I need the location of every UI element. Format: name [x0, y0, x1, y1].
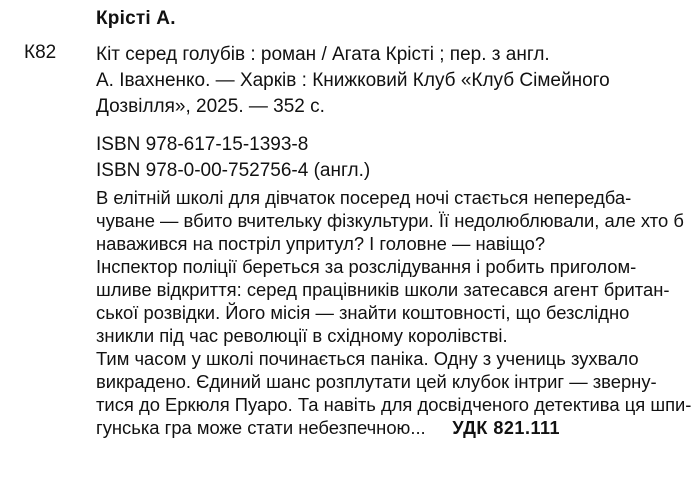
udc-code: УДК 821.111: [452, 418, 560, 438]
annotation-line: чуване — вбито вчительку фізкультури. Її недолюблювали, але хто б: [96, 210, 684, 231]
bibliographic-description: [96, 42, 610, 120]
biblio-line: Дозвілля», 2025. — 352 с.: [96, 96, 325, 117]
annotation-line: ської розвідки. Його місія — знайти коштовності, що безслідно: [96, 302, 630, 323]
isbn-line: ISBN 978-0-00-752756-4 (англ.): [96, 160, 371, 181]
annotation-line: наважився на постріл упритул? І головне — навіщо?: [96, 233, 546, 254]
annotation-line: Тим часом у школі починається паніка. Одну з учениць зухвало: [96, 348, 639, 369]
isbn-list: [96, 132, 370, 184]
author-heading: Крісті А.: [96, 8, 176, 29]
annotation-line: Інспектор поліції береться за розслідування і робить приголом-: [96, 256, 637, 277]
classification-code: К82: [24, 42, 57, 63]
annotation-line: шливе відкриття: серед працівників школи затесався агент британ-: [96, 279, 670, 300]
annotation-line: зникли під час революції в східному королівстві.: [96, 325, 508, 346]
annotation-line: викрадено. Єдиний шанс розплутати цей клубок інтриг — зверну-: [96, 371, 657, 392]
annotation-line: В елітній школі для дівчаток посеред ночі стається непередба-: [96, 187, 632, 208]
biblio-line: А. Івахненко. — Харків : Книжковий Клуб «Клуб Сімейного: [96, 70, 610, 91]
isbn-line: ISBN 978-617-15-1393-8: [96, 134, 309, 155]
annotation-line: гунська гра може стати небезпечною...: [96, 417, 426, 438]
annotation-line: тися до Еркюля Пуаро. Та навіть для досвідченого детектива ця шпи-: [96, 394, 691, 415]
annotation: [96, 186, 691, 439]
biblio-line: Кіт серед голубів : роман / Агата Крісті ; пер. з англ.: [96, 44, 550, 65]
